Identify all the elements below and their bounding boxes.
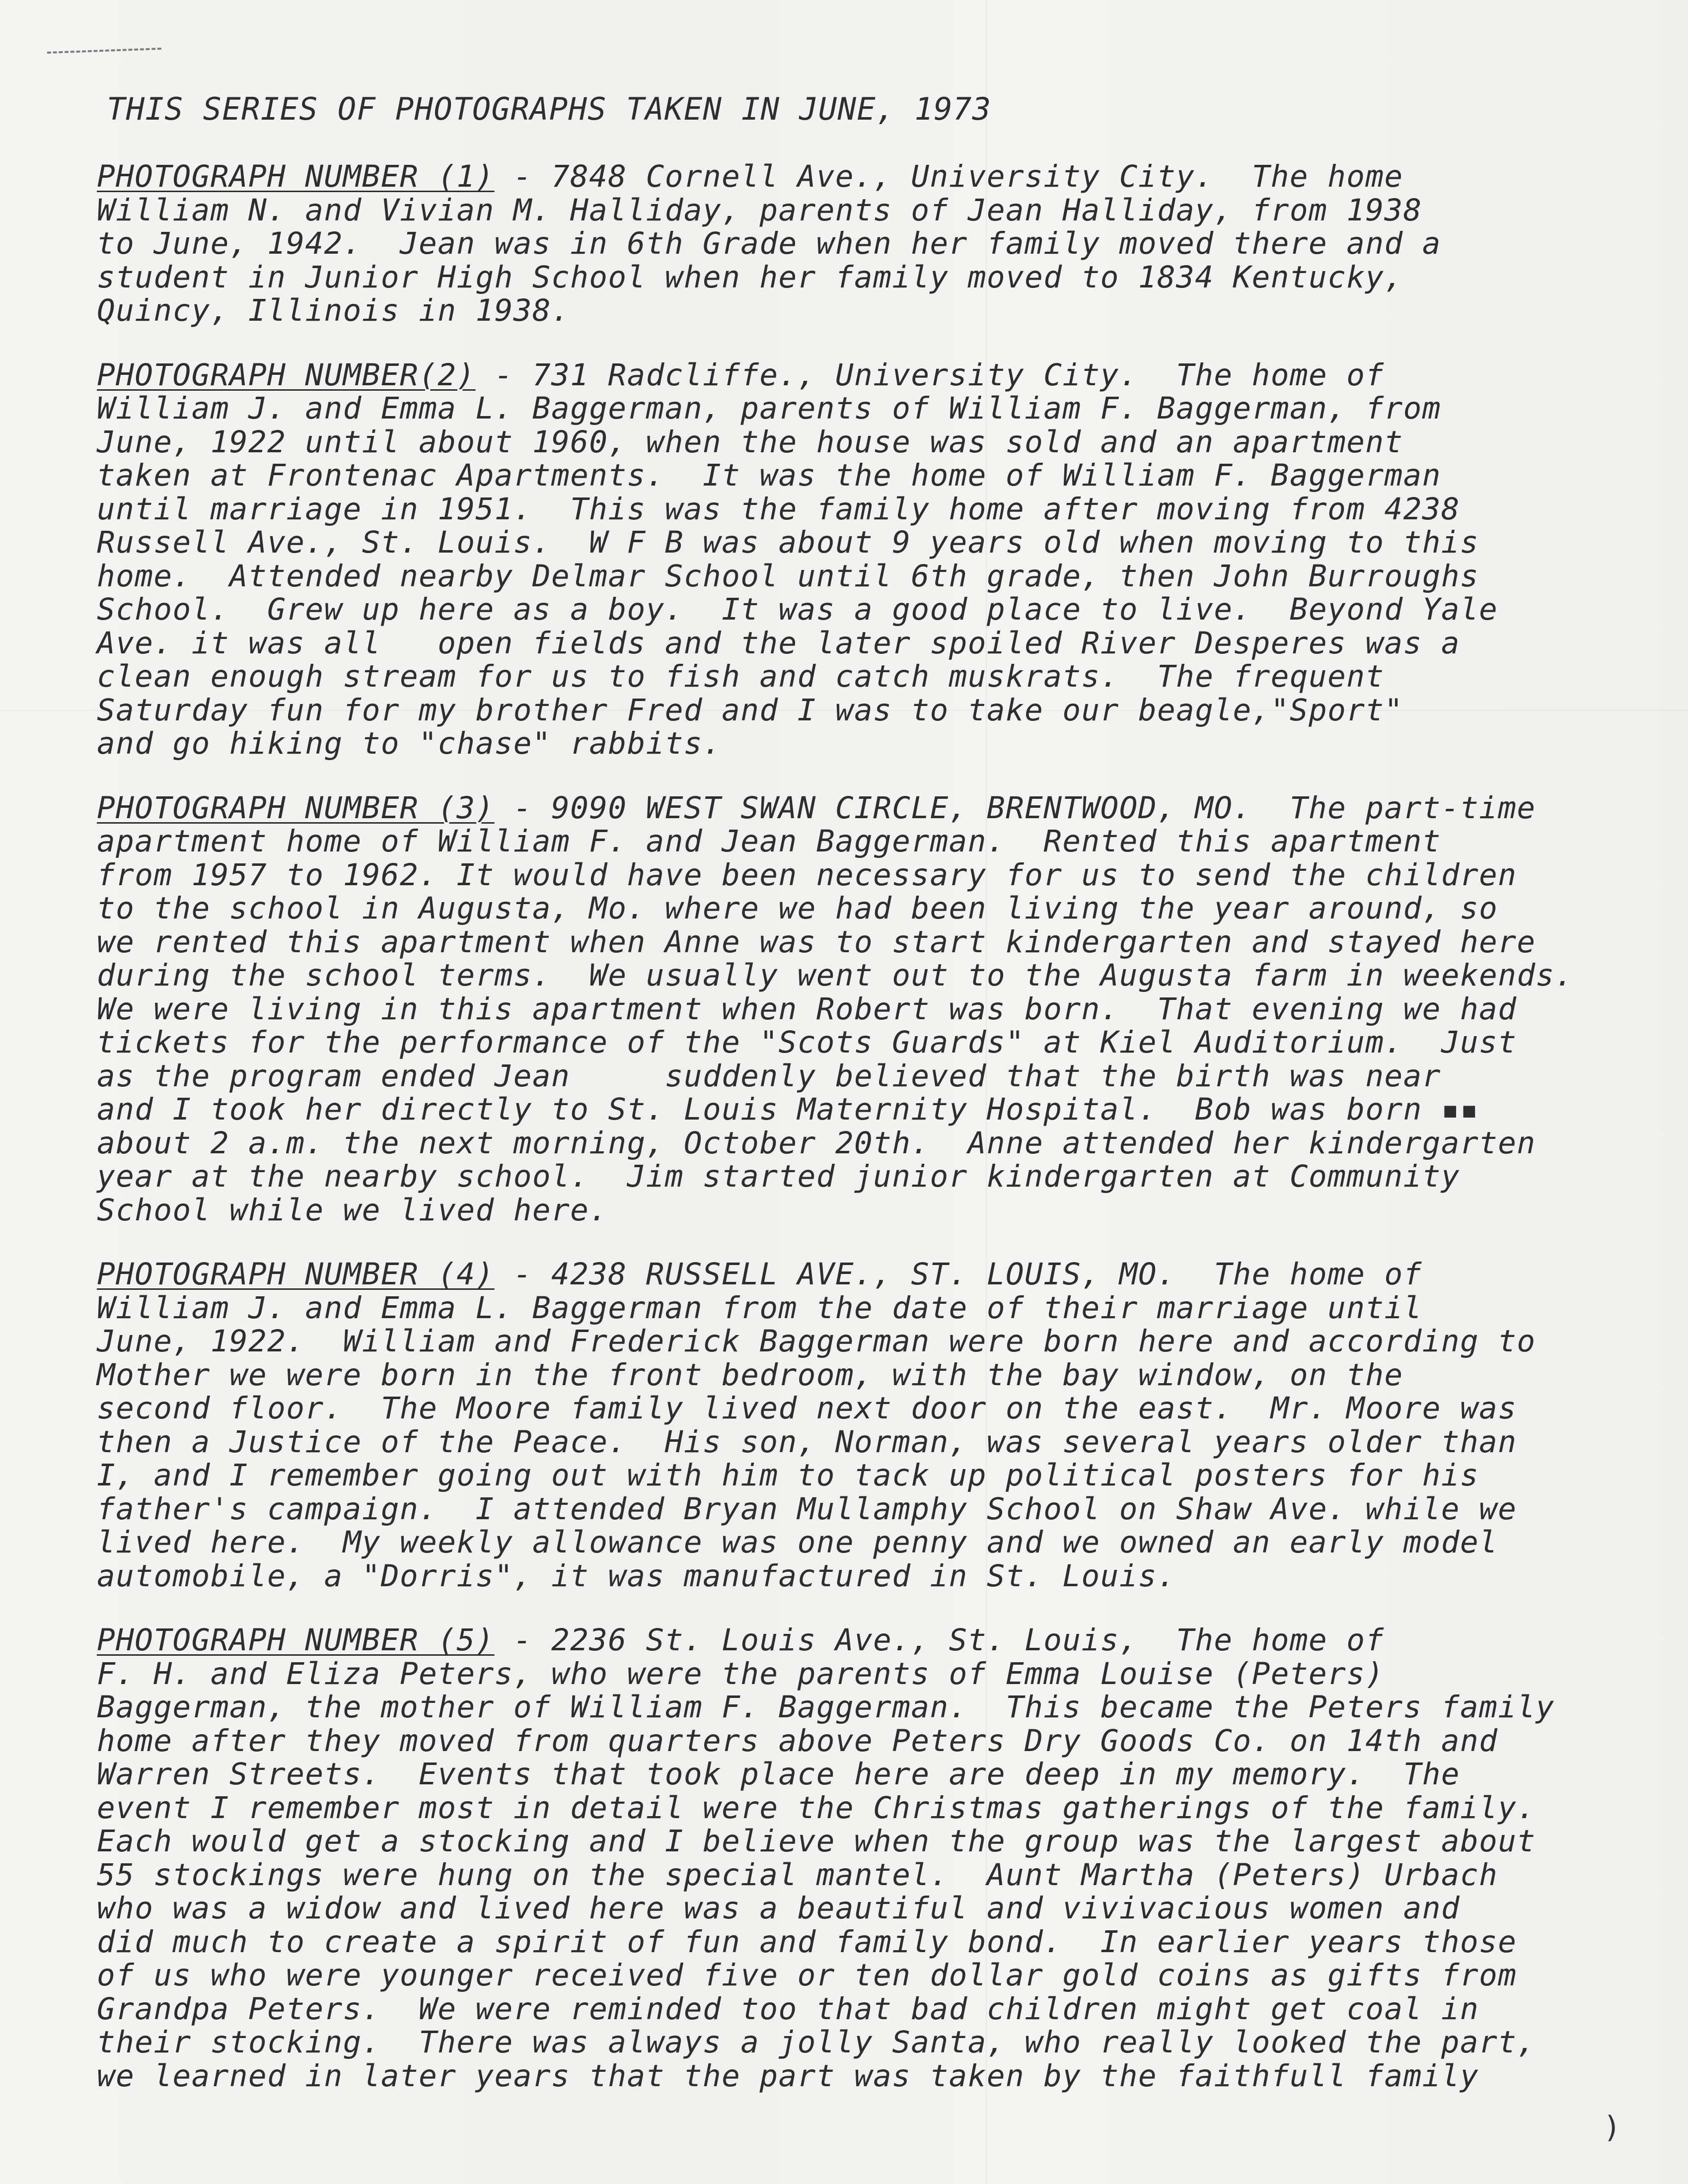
text-line [97,791,1636,825]
text-line: until marriage in 1951. This was the family home after moving from 4238 [97,491,1461,527]
document-title: THIS SERIES OF PHOTOGRAPHS TAKEN IN JUNE, 1973 [107,91,992,127]
text-line: home after they moved from quarters above Peters Dry Goods Co. on 14th and [97,1723,1498,1759]
text-line: Warren Streets. Events that took place here are deep in my memory. The [97,1757,1461,1792]
text-line: then a Justice of the Peace. His son, Norman, was several years older than [97,1424,1517,1460]
text-line: did much to create a spirit of fun and family bond. In earlier years those [97,1924,1517,1960]
text-line: to June, 1942. Jean was in 6th Grade when her family moved there and a [97,226,1441,261]
text-line: year at the nearby school. Jim started junior kindergarten at Community [97,1159,1461,1194]
text-line: we rented this apartment when Anne was to start kindergarten and stayed here [97,924,1536,960]
text-line: to the school in Augusta, Mo. where we had been living the year around, so [97,891,1498,926]
text-line: about 2 a.m. the next morning, October 20th. Anne attended her kindergarten [97,1125,1536,1161]
text-line: second floor. The Moore family lived next door on the east. Mr. Moore was [97,1391,1517,1426]
text-line: We were living in this apartment when Robert was born. That evening we had [97,991,1517,1027]
text-line [97,358,1636,392]
photograph-heading: PHOTOGRAPH NUMBER (4) [97,1257,495,1292]
photograph-paragraph [97,1258,1636,1593]
text-line: Each would get a stocking and I believe when the group was the largest about [97,1824,1536,1859]
text-line: automobile, a "Dorris", it was manufactured in St. Louis. [97,1558,1176,1594]
text-line: lived here. My weekly allowance was one penny and we owned an early model [97,1525,1498,1560]
typewritten-text [97,89,1636,2123]
text-line: School. Grew up here as a boy. It was a good place to live. Beyond Yale [97,592,1498,627]
text-line: as the program ended Jean suddenly believed that the birth was near [97,1058,1441,1094]
text-line: who was a widow and lived here was a beautiful and vivivacious women and [97,1891,1461,1926]
text-line: apartment home of William F. and Jean Baggerman. Rented this apartment [97,824,1441,859]
text-line: Russell Ave., St. Louis. W F B was about 9 years old when moving to this [97,525,1479,560]
photograph-paragraph [97,358,1636,761]
text-line: and go hiking to "chase" rabbits. [97,726,722,761]
text-line: Quincy, Illinois in 1938. [97,293,571,328]
text-line [97,1258,1636,1291]
text-line: William N. and Vivian M. Halliday, parents of Jean Halliday, from 1938 [97,192,1422,228]
photograph-heading: PHOTOGRAPH NUMBER(2) [97,357,476,393]
photograph-paragraph [97,1623,1636,2093]
heading-line-text: - 7848 Cornell Ave., University City. The home [494,159,1403,194]
photograph-heading: PHOTOGRAPH NUMBER (3) [97,790,495,826]
heading-line-text: - 9090 WEST SWAN CIRCLE, BRENTWOOD, MO. The part-time [494,790,1536,826]
text-line: William J. and Emma L. Baggerman, parents of William F. Baggerman, from [97,391,1441,426]
photograph-heading: PHOTOGRAPH NUMBER (5) [97,1622,495,1658]
text-line: 55 stockings were hung on the special mantel. Aunt Martha (Peters) Urbach [97,1857,1498,1893]
text-line: William J. and Emma L. Baggerman from the date of their marriage until [97,1290,1422,1326]
text-line: we learned in later years that the part was taken by the faithfull family [97,2058,1479,2094]
text-line: student in Junior High School when her family moved to 1834 Kentucky, [97,259,1403,295]
text-line: Ave. it was all open fields and the later spoiled River Desperes was a [97,625,1461,661]
paragraph-list [97,160,1636,2093]
text-line: event I remember most in detail were the Christmas gatherings of the family. [97,1790,1536,1826]
text-line: School while we lived here. [97,1192,608,1228]
photograph-paragraph [97,791,1636,1227]
text-line: June, 1922 until about 1960, when the house was sold and an apartment [97,424,1403,460]
text-line: their stocking. There was always a jolly Santa, who really looked the part, [97,2025,1536,2060]
text-line: I, and I remember going out with him to tack up political posters for his [97,1458,1479,1493]
text-line [97,160,1636,194]
text-line [97,1623,1636,1657]
photograph-paragraph [97,160,1636,328]
text-line: home. Attended nearby Delmar School until 6th grade, then John Burroughs [97,558,1479,594]
margin-mark: ) [1603,2110,1621,2145]
text-line: tickets for the performance of the "Scots Guards" at Kiel Auditorium. Just [97,1025,1517,1060]
pen-mark [47,48,161,57]
heading-line-text: - 731 Radcliffe., University City. The home of [475,357,1385,393]
text-line: Baggerman, the mother of William F. Baggerman. This became the Peters family [97,1690,1555,1725]
text-line: F. H. and Eliza Peters, who were the parents of Emma Louise (Peters) [97,1656,1385,1691]
text-line: Grandpa Peters. We were reminded too that bad children might get coal in [97,1991,1479,2027]
text-line: Mother we were born in the front bedroom, with the bay window, on the [97,1357,1403,1393]
text-line: father's campaign. I attended Bryan Mullamphy School on Shaw Ave. while we [97,1491,1517,1527]
heading-line-text: - 2236 St. Louis Ave., St. Louis, The home of [494,1622,1385,1658]
text-line: during the school terms. We usually went out to the Augusta farm in weekends. [97,958,1574,993]
text-line: clean enough stream for us to fish and catch muskrats. The frequent [97,659,1385,694]
heading-line-text: - 4238 RUSSELL AVE., ST. LOUIS, MO. The home of [494,1257,1422,1292]
text-line: from 1957 to 1962. It would have been necessary for us to send the children [97,857,1517,893]
text-line: taken at Frontenac Apartments. It was the home of William F. Baggerman [97,458,1441,493]
text-line: June, 1922. William and Frederick Baggerman were born here and according to [97,1324,1536,1359]
text-line: of us who were younger received five or ten dollar gold coins as gifts from [97,1958,1517,1993]
photograph-heading: PHOTOGRAPH NUMBER (1) [97,159,495,194]
text-line: Saturday fun for my brother Fred and I was to take our beagle,"Sport" [97,692,1403,728]
text-line: and I took her directly to St. Louis Maternity Hospital. Bob was born ▪▪ [97,1092,1479,1127]
